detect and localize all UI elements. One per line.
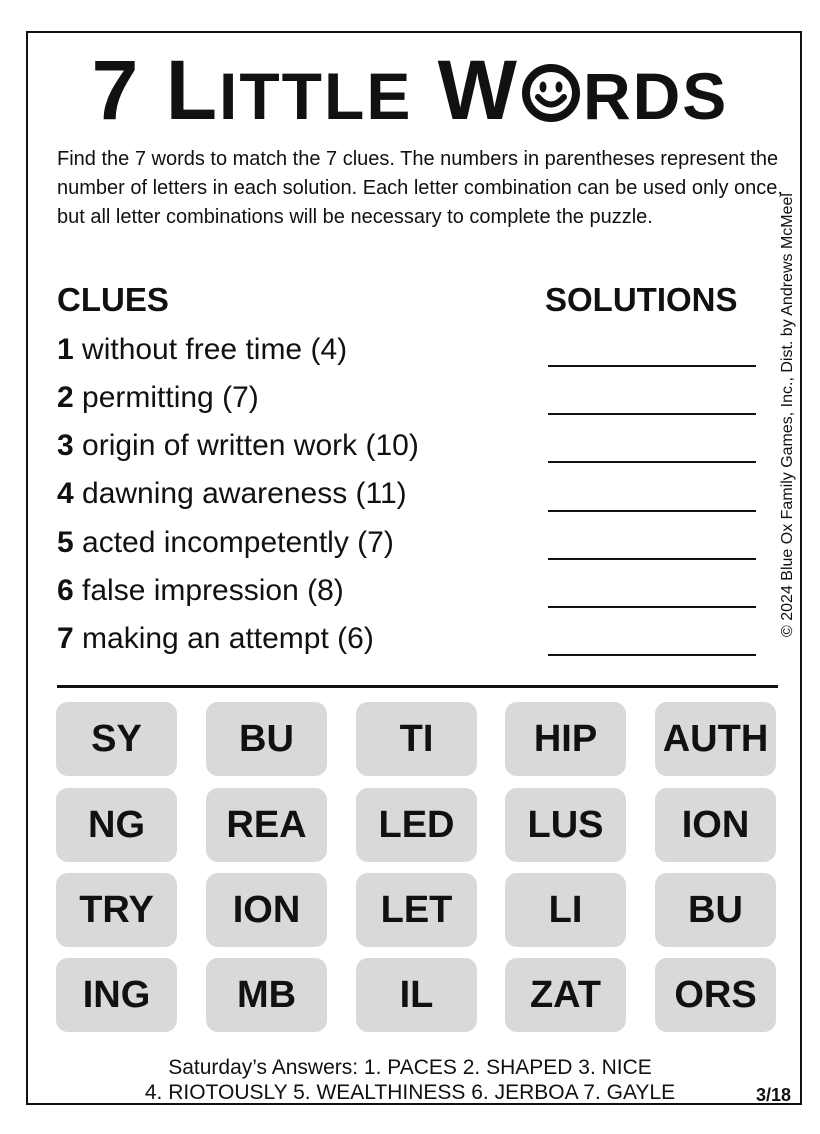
letter-tile[interactable]: LI <box>505 873 626 947</box>
solution-blank-3[interactable] <box>548 461 756 463</box>
answers-line-1: Saturday’s Answers: 1. PACES 2. SHAPED 3. NICE <box>168 1056 652 1079</box>
letter-tile[interactable]: ZAT <box>505 958 626 1032</box>
solution-blank-4[interactable] <box>548 510 756 512</box>
letter-tile[interactable]: LUS <box>505 788 626 862</box>
letter-tile[interactable]: LED <box>356 788 477 862</box>
solution-blank-7[interactable] <box>548 654 756 656</box>
title-part-3: W <box>412 43 519 137</box>
smiley-icon <box>521 63 581 123</box>
clue-5 <box>57 525 394 561</box>
clue-number: 5 <box>57 526 74 559</box>
clue-3 <box>57 428 419 464</box>
clue-number: 6 <box>57 574 74 607</box>
clue-text: making an attempt (6) <box>73 622 374 655</box>
clue-text: without free time (4) <box>73 333 348 366</box>
clue-text: permitting (7) <box>73 381 259 414</box>
puzzle-date: 3/18 <box>756 1085 792 1105</box>
clue-text: origin of written work (10) <box>73 429 419 462</box>
clue-number: 2 <box>57 381 74 414</box>
instructions: Find the 7 words to match the 7 clues. The numbers in parentheses represent the number of letters in each solution. Each letter combination can be used only once, but all letter combinations will be necessary to complete the puzzle. <box>57 148 783 228</box>
solution-blank-2[interactable] <box>548 413 756 415</box>
clue-number: 3 <box>57 429 74 462</box>
clue-4 <box>57 476 407 512</box>
letter-tile[interactable]: MB <box>206 958 327 1032</box>
letter-tile[interactable]: ING <box>56 958 177 1032</box>
copyright-notice: © 2024 Blue Ox Family Games, Inc., Dist. by Andrews McMeel <box>779 193 796 637</box>
title-part-1: 7 L <box>91 43 220 137</box>
clue-7 <box>57 621 374 657</box>
game-title <box>0 43 820 138</box>
solution-blank-1[interactable] <box>548 365 756 367</box>
letter-tile[interactable]: REA <box>206 788 327 862</box>
clue-number: 1 <box>57 333 74 366</box>
letter-tile[interactable]: TI <box>356 702 477 776</box>
letter-tile[interactable]: NG <box>56 788 177 862</box>
letter-tile[interactable]: ION <box>655 788 776 862</box>
letter-tile[interactable]: IL <box>356 958 477 1032</box>
title-part-2: ITTLE <box>219 59 413 133</box>
clue-number: 4 <box>57 477 74 510</box>
clue-text: acted incompetently (7) <box>73 526 394 559</box>
title-part-4: RDS <box>582 59 729 133</box>
clues-heading: CLUES <box>57 281 169 318</box>
solution-blank-6[interactable] <box>548 606 756 608</box>
letter-tile[interactable]: TRY <box>56 873 177 947</box>
letter-tile[interactable]: BU <box>655 873 776 947</box>
letter-tile[interactable]: SY <box>56 702 177 776</box>
letter-tile[interactable]: HIP <box>505 702 626 776</box>
letter-tile[interactable]: ION <box>206 873 327 947</box>
letter-tile[interactable]: ORS <box>655 958 776 1032</box>
section-divider <box>57 685 778 688</box>
solutions-heading: SOLUTIONS <box>545 281 738 318</box>
clue-6 <box>57 573 344 609</box>
clue-2 <box>57 380 259 416</box>
clue-text: dawning awareness (11) <box>73 477 407 510</box>
previous-answers <box>0 1055 820 1105</box>
clue-text: false impression (8) <box>73 574 344 607</box>
answers-line-2: 4. RIOTOUSLY 5. WEALTHINESS 6. JERBOA 7. GAYLE <box>144 1081 676 1104</box>
letter-tile[interactable]: AUTH <box>655 702 776 776</box>
clue-1 <box>57 332 347 368</box>
solution-blank-5[interactable] <box>548 558 756 560</box>
clue-number: 7 <box>57 622 74 655</box>
letter-tile[interactable]: LET <box>356 873 477 947</box>
letter-tile[interactable]: BU <box>206 702 327 776</box>
